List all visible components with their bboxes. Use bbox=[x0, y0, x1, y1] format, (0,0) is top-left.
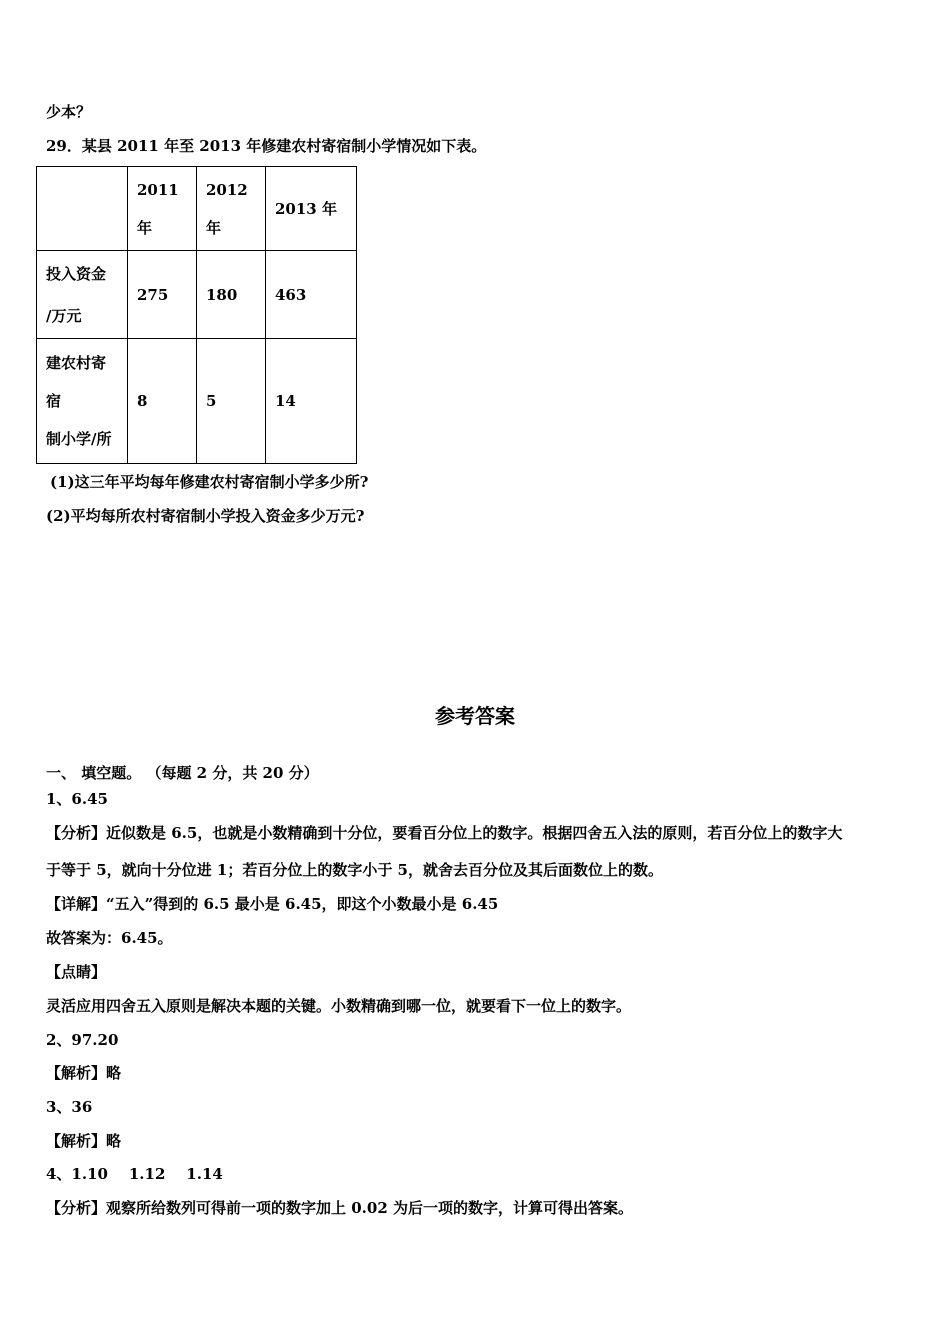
row-label-schools: 建农村寄 宿 制小学/所 bbox=[37, 339, 128, 464]
table-header-row bbox=[37, 167, 357, 251]
table-header-2013: 2013 年 bbox=[266, 167, 357, 251]
table-cell: 463 bbox=[266, 251, 357, 339]
table-row bbox=[37, 251, 357, 339]
answer-1-point: 灵活应用四舍五入原则是解决本题的关键。小数精确到哪一位，就要看下一位上的数字。 bbox=[46, 997, 632, 1015]
answer-1: 1、6.45 bbox=[46, 790, 108, 808]
table-cell: 275 bbox=[128, 251, 197, 339]
answer-3-analysis: 【解析】略 bbox=[46, 1132, 122, 1150]
answer-3: 3、36 bbox=[46, 1098, 93, 1116]
answer-2: 2、97.20 bbox=[46, 1031, 119, 1049]
sub-question-2: (2)平均每所农村寄宿制小学投入资金多少万元? bbox=[46, 507, 365, 525]
table-corner-cell bbox=[37, 167, 128, 251]
question-29-text: 29．某县 2011 年至 2013 年修建农村寄宿制小学情况如下表。 bbox=[46, 137, 487, 155]
table-header-2011: 2011 年 bbox=[128, 167, 197, 251]
answer-2-analysis: 【解析】略 bbox=[46, 1064, 122, 1082]
table-cell: 180 bbox=[197, 251, 266, 339]
section-heading: 一、 填空题。 （每题 2 分，共 20 分） bbox=[46, 764, 319, 782]
school-data-table bbox=[36, 166, 357, 464]
answer-1-analysis-cont: 于等于 5，就向十分位进 1；若百分位上的数字小于 5，就舍去百分位及其后面数位上的数。 bbox=[46, 861, 663, 879]
table-row bbox=[37, 339, 357, 464]
answer-1-point-label: 【点睛】 bbox=[46, 963, 107, 981]
answer-1-detail: 【详解】“五入”得到的 6.5 最小是 6.45，即这个小数最小是 6.45 bbox=[46, 895, 499, 913]
answer-4: 4、1.10 1.12 1.14 bbox=[46, 1165, 223, 1183]
table-cell: 5 bbox=[197, 339, 266, 464]
table-header-2012: 2012 年 bbox=[197, 167, 266, 251]
sub-question-1: (1)这三年平均每年修建农村寄宿制小学多少所? bbox=[50, 473, 369, 491]
answer-4-analysis: 【分析】观察所给数列可得前一项的数字加上 0.02 为后一项的数字，计算可得出答案。 bbox=[46, 1199, 633, 1217]
answers-title: 参考答案 bbox=[435, 704, 515, 728]
table-cell: 14 bbox=[266, 339, 357, 464]
answer-1-analysis: 【分析】近似数是 6.5，也就是小数精确到十分位，要看百分位上的数字。根据四舍五入法的原则，若百分位上的数字大 bbox=[46, 824, 843, 842]
answer-1-conclusion: 故答案为：6.45。 bbox=[46, 929, 173, 947]
previous-question-tail: 少本？ bbox=[46, 103, 92, 121]
row-label-investment: 投入资金 /万元 bbox=[37, 251, 128, 339]
table-cell: 8 bbox=[128, 339, 197, 464]
